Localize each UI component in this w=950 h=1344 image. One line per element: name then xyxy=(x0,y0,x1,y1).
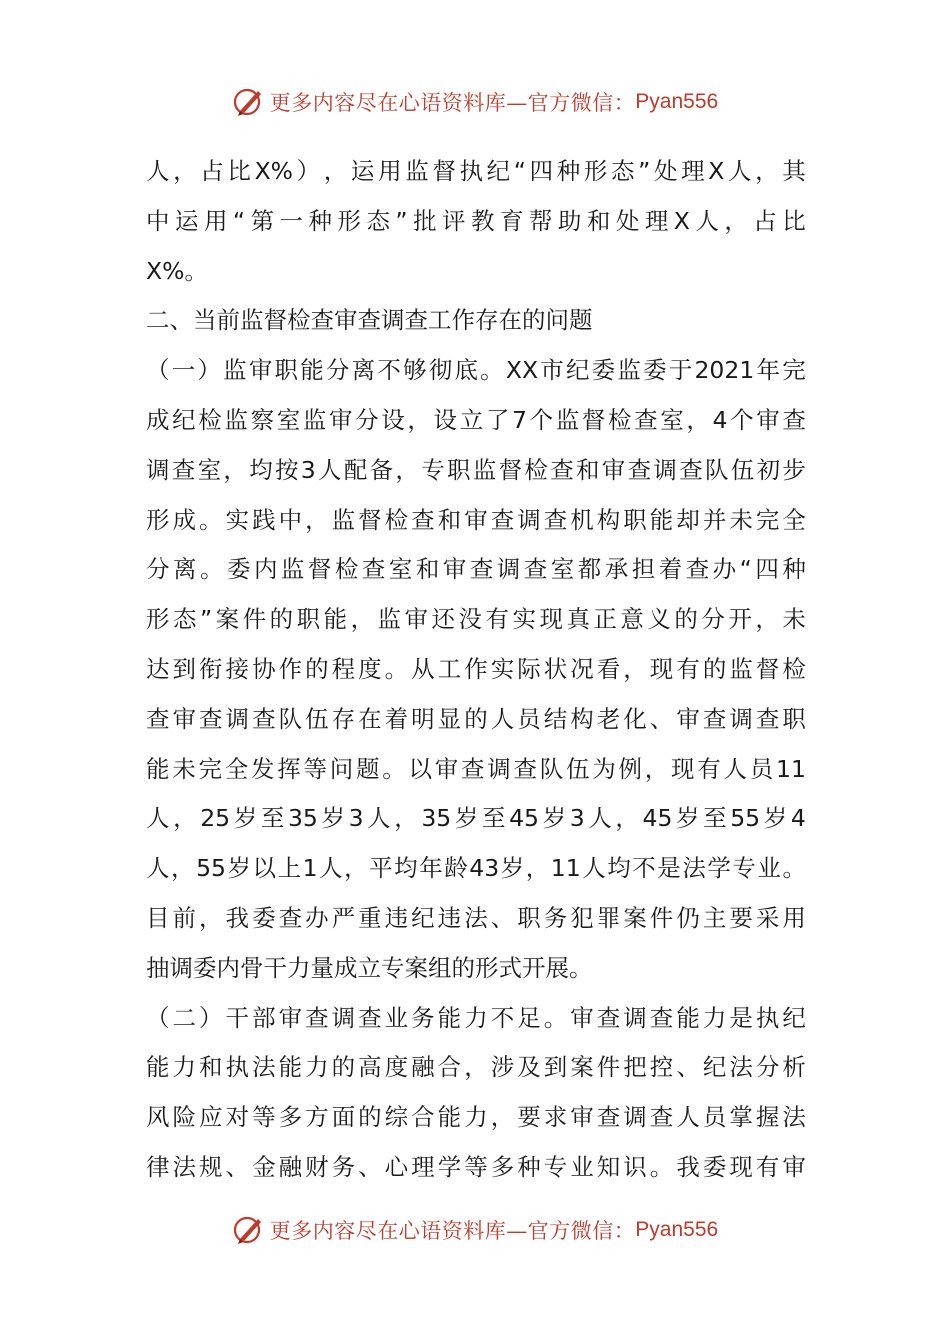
text-line: 人 ， 占 比 X% ） ， 运 用 监 督 执 纪 “ 四 种 形 态 ” 处 理 X 人 ， 其 xyxy=(146,157,806,185)
text-line: 目 前 ， 我 委 查 办 严 重 违 纪 违 法 、 职 务 犯 罪 案 件 仍 主 要 采 用 xyxy=(146,903,806,932)
watermark-text: 更多内容尽在心语资料库—官方微信： xyxy=(269,1219,636,1243)
text-line: 查 审 查 调 查 队 伍 存 在 着 明 显 的 人 员 结 构 老 化 、 审 查 调 查 职 xyxy=(146,704,806,733)
pen-logo-icon xyxy=(232,1213,266,1247)
pen-logo-icon xyxy=(232,85,266,119)
footer-watermark xyxy=(0,1210,950,1250)
text-line: （ 二 ） 干 部 审 查 调 查 业 务 能 力 不 足 。 审 查 调 查 能 力 是 执 纪 xyxy=(146,1003,806,1032)
text-line: 律 法 规 、 金 融 财 务 、 心 理 学 等 多 种 专 业 知 识 。 我 委 现 有 审 xyxy=(146,1152,806,1181)
text-line: 人 ， 25 岁 至 35 岁 3 人 ， 35 岁 至 45 岁 3 人 ， 45 岁 至 55 岁 4 xyxy=(146,804,806,833)
text-line: 成 纪 检 监 察 室 监 审 分 设 ， 设 立 了 7 个 监 督 检 查 室 ， 4 个 审 查 xyxy=(146,405,806,434)
header-watermark xyxy=(0,82,950,122)
watermark-handle: Pyan556 xyxy=(635,90,719,113)
text-line: 分 离 。 委 内 监 督 检 查 室 和 审 查 调 查 室 都 承 担 着 查 办 “ 四 种 xyxy=(146,555,806,584)
document-body xyxy=(146,147,806,1193)
text-line: 能 力 和 执 法 能 力 的 高 度 融 合 ， 涉 及 到 案 件 把 控 、 纪 法 分 析 xyxy=(146,1053,806,1082)
text-line: 调 查 室 ， 均 按 3 人 配 备 ， 专 职 监 督 检 查 和 审 查 调 查 队 伍 初 步 xyxy=(146,455,806,484)
text-line: 人 ， 55 岁 以 上 1 人 ， 平 均 年 龄 43 岁 ， 11 人 均 不 是 法 学 专 业 。 xyxy=(146,854,806,883)
text-line: （ 一 ） 监 审 职 能 分 离 不 够 彻 底 。 XX 市 纪 委 监 委 于 2021 年 完 xyxy=(146,356,806,385)
watermark-text: 更多内容尽在心语资料库—官方微信： xyxy=(269,91,636,115)
watermark-handle: Pyan556 xyxy=(635,1218,719,1241)
text-line: 形 态 ” 案 件 的 职 能 ， 监 审 还 没 有 实 现 真 正 意 义 的 分 开 ， 未 xyxy=(146,605,806,634)
text-line: 风 险 应 对 等 多 方 面 的 综 合 能 力 ， 要 求 审 查 调 查 人 员 掌 握 法 xyxy=(146,1103,806,1132)
text-line: 抽调委内骨干力量成立专案组的形式开展。 xyxy=(146,953,593,982)
text-line: 形 成 。 实 践 中 ， 监 督 检 查 和 审 查 调 查 机 构 职 能 却 并 未 完 全 xyxy=(146,505,806,534)
text-line: 达 到 衔 接 协 作 的 程 度 。 从 工 作 实 际 状 况 看 ， 现 有 的 监 督 检 xyxy=(146,654,806,683)
text-line: X%。 xyxy=(146,256,208,285)
text-line: 中 运 用 “ 第 一 种 形 态 ” 批 评 教 育 帮 助 和 处 理 X 人 ， 占 比 xyxy=(146,206,806,235)
text-line: 二、当前监督检查审查调查工作存在的问题 xyxy=(146,306,593,335)
text-line: 能 未 完 全 发 挥 等 问 题 。 以 审 查 调 查 队 伍 为 例 ， 现 有 人 员 11 xyxy=(146,754,806,783)
